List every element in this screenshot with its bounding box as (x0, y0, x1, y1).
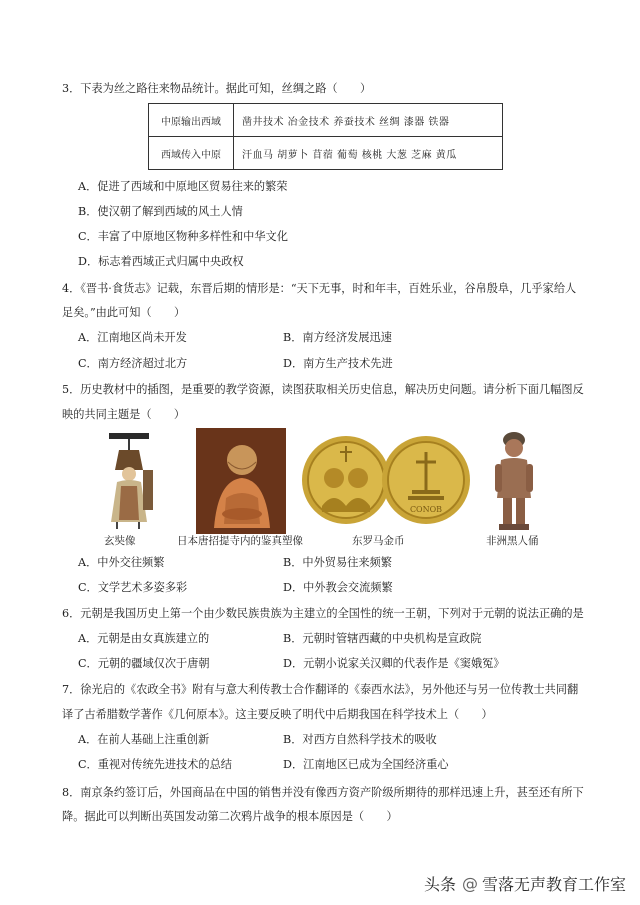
q4-stem-line1: 4．《晋书·食货志》记载，东晋后期的情形是：“天下无事，时和年丰，百姓乐业，谷帛殷阜，几乎家给人 (62, 282, 577, 295)
q6-stem: 6．元朝是我国历史上第一个由少数民族贵族为主建立的全国性的统一王朝，下列对于元朝的说法正确的是 (62, 607, 584, 620)
jianzhen-caption: 日本唐招提寺内的鉴真塑像 (177, 535, 303, 547)
q5-option-b: B．中外贸易往来频繁 (283, 556, 392, 569)
q3-option-a: A．促进了西域和中原地区贸易往来的繁荣 (78, 180, 288, 193)
q3-option-b: B．使汉朝了解到西域的风土人情 (78, 205, 243, 218)
table-row (149, 137, 503, 170)
q5-stem-line2: 映的共同主题是（ ） (62, 408, 186, 421)
q4-option-b: B．南方经济发展迅速 (283, 331, 392, 344)
q6-option-d: D．元朝小说家关汉卿的代表作是《窦娥冤》 (283, 657, 505, 670)
q8-stem-line2: 降。据此可以判断出英国发动第二次鸦片战争的根本原因是（ ） (62, 810, 398, 823)
table-cell: 汗血马 胡萝卜 苜蓿 葡萄 核桃 大葱 芝麻 黄瓜 (234, 137, 503, 170)
jianzhen-statue-image (196, 428, 286, 534)
table-cell: 中原输出西域 (149, 104, 234, 137)
q5-stem-line1: 5．历史教材中的插图，是重要的教学资源，读图获取相关历史信息，解决历史问题。请分析下面几幅图反 (62, 383, 584, 396)
q7-option-c: C．重视对传统先进技术的总结 (78, 758, 232, 771)
table-cell: 凿井技术 冶金技术 养蚕技术 丝绸 漆器 铁器 (234, 104, 503, 137)
q4-option-c: C．南方经济超过北方 (78, 357, 188, 370)
q6-option-a: A．元朝是由女真族建立的 (78, 632, 210, 645)
q4-option-d: D．南方生产技术先进 (283, 357, 393, 370)
watermark-account: 雪落无声教育工作室 (482, 875, 627, 894)
q5-option-a: A．中外交往频繁 (78, 556, 165, 569)
q6-option-b: B．元朝时管辖西藏的中央机构是宣政院 (283, 632, 482, 645)
q3-stem: 3．下表为丝之路往来物品统计。据此可知，丝绸之路（ ） (62, 82, 372, 95)
table-row (149, 104, 503, 137)
table-cell: 西域传入中原 (149, 137, 234, 170)
african-figurine-caption: 非洲黑人俑 (486, 535, 539, 547)
xuanzang-image (97, 430, 169, 530)
q3-option-d: D．标志着西域正式归属中央政权 (78, 255, 244, 268)
q7-option-b: B．对西方自然科学技术的吸收 (283, 733, 437, 746)
gold-coins-image (300, 432, 472, 528)
african-figurine-image (485, 430, 543, 532)
q3-option-c: C．丰富了中原地区物种多样性和中华文化 (78, 230, 288, 243)
q4-option-a: A．江南地区尚未开发 (78, 331, 187, 344)
q7-stem-line2: 译了古希腊数学著作《几何原本》。这主要反映了明代中后期我国在科学技术上（ ） (62, 708, 493, 721)
watermark-platform: 头条 (424, 875, 457, 894)
q5-option-c: C．文学艺术多姿多彩 (78, 581, 188, 594)
q5-option-d: D．中外教会交流频繁 (283, 581, 393, 594)
q4-stem-line2: 足矣。”由此可知（ ） (62, 306, 186, 319)
q6-option-c: C．元朝的疆域仅次于唐朝 (78, 657, 210, 670)
q8-stem-line1: 8．南京条约签订后，外国商品在中国的销售并没有像西方资产阶级所期待的那样迅速上升，甚至还有所下 (62, 786, 584, 799)
watermark-separator-icon: @ (462, 874, 479, 893)
svg-text:CONOB: CONOB (409, 505, 443, 514)
q7-stem-line1: 7．徐光启的《农政全书》附有与意大利传教士合作翻译的《泰西水法》，另外他还与另一位传教士共同翻 (62, 683, 579, 696)
xuanzang-caption: 玄奘像 (104, 535, 136, 547)
q3-table (148, 103, 503, 170)
q7-option-a: A．在前人基础上注重创新 (78, 733, 210, 746)
gold-coins-caption: 东罗马金币 (352, 535, 405, 547)
watermark (424, 872, 626, 895)
q7-option-d: D．江南地区已成为全国经济重心 (283, 758, 449, 771)
